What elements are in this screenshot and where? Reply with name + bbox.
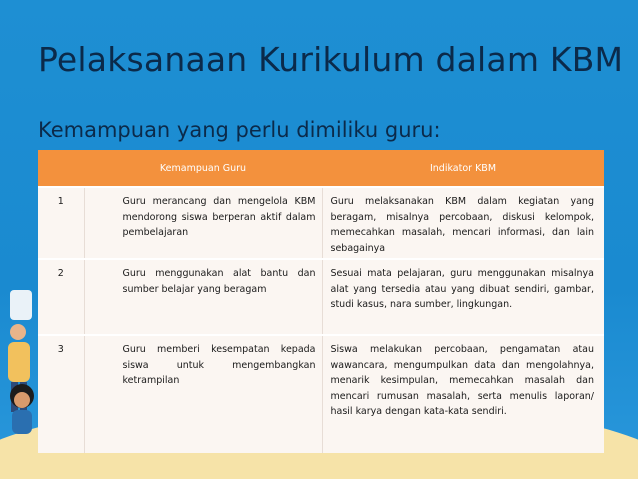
indikator-cell: Guru melaksanakan KBM dalam kegiatan yang beragam, misalnya percobaan, diskusi kelompok, memecahkan masalah, mencari informasi, dan lain sebagainya <box>322 187 604 259</box>
indikator-cell: Sesuai mata pelajaran, guru menggunakan misalnya alat yang tersedia atau yang dibuat sendiri, gambar, studi kasus, nara sumber, lingkungan. <box>322 259 604 335</box>
kemampuan-cell: Guru menggunakan alat bantu dan sumber belajar yang beragam <box>84 259 322 335</box>
header-no <box>38 150 84 187</box>
row-number: 2 <box>38 259 84 335</box>
table-header <box>38 150 604 187</box>
table <box>38 150 604 453</box>
kemampuan-cell: Guru memberi kesempatan kepada siswa untuk mengembangkan ketrampilan <box>84 335 322 453</box>
header-indikator: Indikator KBM <box>322 150 604 187</box>
table-row <box>38 259 604 335</box>
table-row <box>38 187 604 259</box>
competency-table <box>38 150 604 453</box>
kemampuan-cell: Guru merancang dan mengelola KBM mendorong siswa berperan aktif dalam pembelajaran <box>84 187 322 259</box>
row-number: 3 <box>38 335 84 453</box>
slide-subtitle: Kemampuan yang perlu dimiliku guru: <box>38 118 441 142</box>
table-row <box>38 335 604 453</box>
slide-title: Pelaksanaan Kurikulum dalam KBM <box>38 40 624 79</box>
indikator-cell: Siswa melakukan percobaan, pengamatan atau wawancara, mengumpulkan data dan mengolahnya, menarik kesimpulan, memecahkan masalah dan mencari rumusan masalah, serta menulis laporan/ hasil karya dengan kata-kata sendiri. <box>322 335 604 453</box>
child-illustration <box>4 380 40 440</box>
header-kemampuan: Kemampuan Guru <box>84 150 322 187</box>
row-number: 1 <box>38 187 84 259</box>
